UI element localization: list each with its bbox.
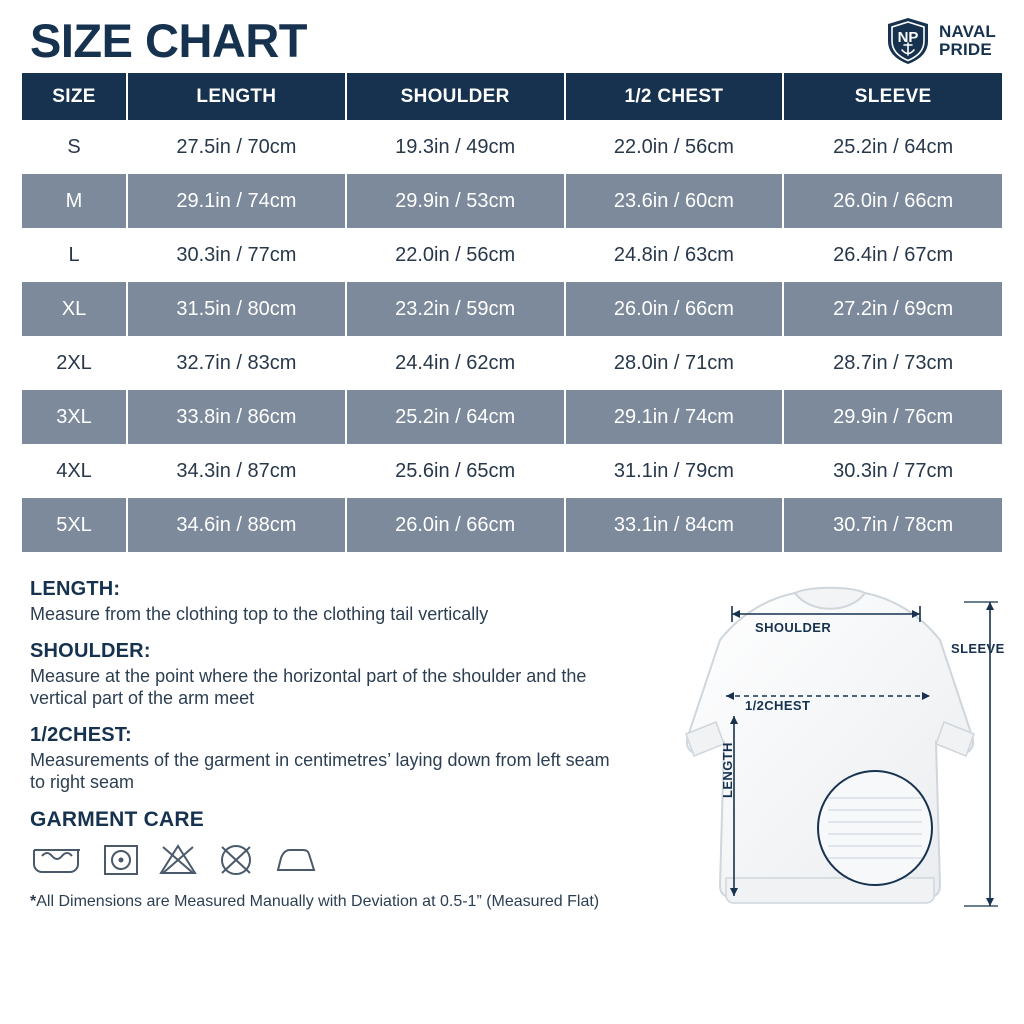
page-title: SIZE CHART — [30, 14, 307, 67]
cell-half-chest: 28.0in / 71cm — [565, 336, 784, 390]
table-row — [22, 390, 1002, 444]
brand-name-line2: PRIDE — [938, 39, 992, 59]
cell-half-chest: 33.1in / 84cm — [565, 498, 784, 552]
note-text-length: Measure from the clothing top to the clothing tail vertically — [30, 604, 489, 625]
cell-size: 3XL — [22, 390, 127, 444]
table-row — [22, 174, 1002, 228]
shield-anchor-icon — [886, 17, 930, 65]
measurement-notes — [0, 570, 620, 966]
table-row — [22, 336, 1002, 390]
column-header-half-chest: 1/2 CHEST — [565, 73, 784, 120]
table-row — [22, 120, 1002, 174]
cell-half-chest: 24.8in / 63cm — [565, 228, 784, 282]
disclaimer-text — [30, 892, 620, 913]
cell-sleeve: 28.7in / 73cm — [783, 336, 1002, 390]
cell-half-chest: 23.6in / 60cm — [565, 174, 784, 228]
column-header-sleeve: SLEEVE — [783, 73, 1002, 120]
cell-length: 29.1in / 74cm — [127, 174, 346, 228]
column-header-length: LENGTH — [127, 73, 346, 120]
cell-sleeve: 27.2in / 69cm — [783, 282, 1002, 336]
cell-size: S — [22, 120, 127, 174]
cell-size: 4XL — [22, 444, 127, 498]
svg-text:NP: NP — [897, 28, 919, 46]
cell-sleeve: 26.0in / 66cm — [783, 174, 1002, 228]
diagram-label-length: LENGTH — [720, 742, 735, 799]
do-not-dry-clean-icon — [216, 842, 256, 878]
cell-length: 34.3in / 87cm — [127, 444, 346, 498]
table-row — [22, 228, 1002, 282]
cell-length: 31.5in / 80cm — [127, 282, 346, 336]
size-table — [22, 73, 1002, 552]
cell-sleeve: 25.2in / 64cm — [783, 120, 1002, 174]
table-row — [22, 444, 1002, 498]
brand-name-line1: NAVAL — [938, 22, 996, 42]
note-heading-shoulder: SHOULDER: — [30, 639, 151, 662]
cell-shoulder: 25.6in / 65cm — [346, 444, 565, 498]
cell-half-chest: 31.1in / 79cm — [565, 444, 784, 498]
cell-size: M — [22, 174, 127, 228]
diagram-label-sleeve: SLEEVE — [951, 641, 1005, 657]
table-header — [22, 73, 1002, 120]
lower-section — [0, 552, 1024, 966]
cell-shoulder: 23.2in / 59cm — [346, 282, 565, 336]
cell-sleeve: 29.9in / 76cm — [783, 390, 1002, 444]
note-text-shoulder: Measure at the point where the horizontal part of the shoulder and the vertical part of the arm meet — [30, 665, 587, 709]
note-heading-half-chest: 1/2CHEST: — [30, 723, 132, 746]
cell-shoulder: 26.0in / 66cm — [346, 498, 565, 552]
table-body — [22, 120, 1002, 552]
cell-shoulder: 19.3in / 49cm — [346, 120, 565, 174]
cell-length: 34.6in / 88cm — [127, 498, 346, 552]
garment-diagram — [620, 566, 1024, 966]
hand-wash-icon — [30, 842, 84, 878]
table-row — [22, 498, 1002, 552]
do-not-bleach-icon — [158, 842, 198, 878]
cell-length: 30.3in / 77cm — [127, 228, 346, 282]
cell-sleeve: 30.7in / 78cm — [783, 498, 1002, 552]
cell-sleeve: 26.4in / 67cm — [783, 228, 1002, 282]
size-table-container — [0, 73, 1024, 552]
cell-shoulder: 29.9in / 53cm — [346, 174, 565, 228]
diagram-label-shoulder: SHOULDER — [755, 620, 832, 636]
tumble-dry-icon — [102, 842, 140, 878]
column-header-shoulder: SHOULDER — [346, 73, 565, 120]
note-heading-length: LENGTH: — [30, 578, 121, 601]
cell-size: XL — [22, 282, 127, 336]
cell-half-chest: 29.1in / 74cm — [565, 390, 784, 444]
brand-name — [939, 23, 996, 58]
cell-shoulder: 25.2in / 64cm — [346, 390, 565, 444]
cell-sleeve: 30.3in / 77cm — [783, 444, 1002, 498]
table-header-row — [22, 73, 1002, 120]
cell-length: 33.8in / 86cm — [127, 390, 346, 444]
cell-length: 27.5in / 70cm — [127, 120, 346, 174]
garment-care-icons — [30, 842, 620, 878]
cell-size: 5XL — [22, 498, 127, 552]
cell-shoulder: 24.4in / 62cm — [346, 336, 565, 390]
page-header — [0, 0, 1024, 73]
disclaimer-body: All Dimensions are Measured Manually with Deviation at 0.5-1” (Measured Flat) — [36, 892, 600, 910]
cell-half-chest: 26.0in / 66cm — [565, 282, 784, 336]
column-header-size: SIZE — [22, 73, 127, 120]
diagram-label-half-chest: 1/2CHEST — [745, 698, 811, 714]
brand-logo — [886, 17, 996, 65]
cell-shoulder: 22.0in / 56cm — [346, 228, 565, 282]
disclaimer-asterisk: * — [30, 892, 37, 910]
cell-size: L — [22, 228, 127, 282]
garment-care-heading: GARMENT CARE — [30, 807, 204, 831]
table-row — [22, 282, 1002, 336]
iron-low-heat-icon — [274, 842, 318, 878]
note-text-half-chest: Measurements of the garment in centimetres’ laying down from left seam to right seam — [30, 749, 610, 793]
cell-length: 32.7in / 83cm — [127, 336, 346, 390]
cell-half-chest: 22.0in / 56cm — [565, 120, 784, 174]
cell-size: 2XL — [22, 336, 127, 390]
